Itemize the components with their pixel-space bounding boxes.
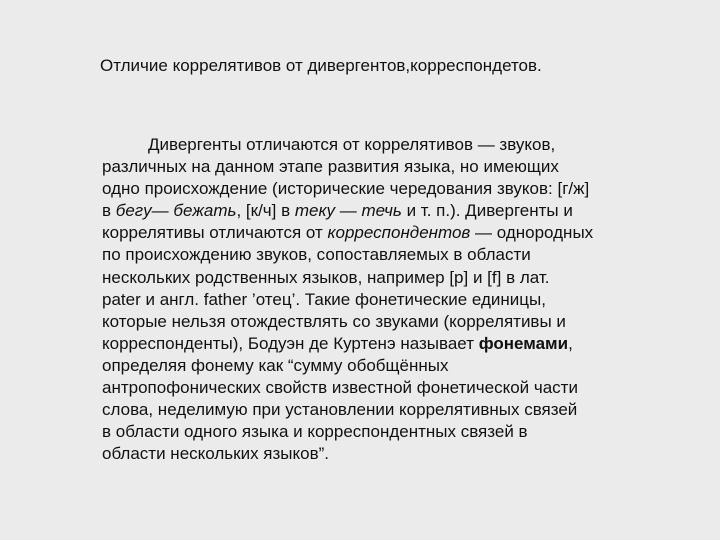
paragraph-line <box>102 289 680 311</box>
text-segment: , <box>568 333 573 353</box>
text-segment: в области одного языка и корреспондентных связей в <box>102 422 528 442</box>
text-segment: коррелятивы отличаются от <box>102 223 328 243</box>
slide-title: Отличие коррелятивов от дивергентов,корреспондетов. <box>100 56 542 75</box>
text-segment: в <box>102 201 116 221</box>
paragraph-line <box>102 399 680 421</box>
text-segment: pater и англ. father ’отец’. Такие фонетические единицы, <box>102 289 546 309</box>
paragraph-line <box>102 244 680 266</box>
italic-text: корреспондентов <box>327 223 471 243</box>
text-segment: области нескольких языков”. <box>102 444 330 464</box>
paragraph-line <box>102 333 680 355</box>
text-segment: Дивергенты отличаются от коррелятивов — звуков, <box>148 135 556 154</box>
text-segment: которые нельзя отождествлять со звуками (коррелятивы и <box>102 311 566 331</box>
text-segment: — однородных <box>470 223 594 243</box>
italic-text: теку — течь <box>294 201 402 221</box>
paragraph-line <box>102 377 680 399</box>
text-segment: по происхождению звуков, сопоставляемых в области <box>102 245 531 265</box>
paragraph-line <box>102 178 680 200</box>
text-segment: корреспонденты), Бодуэн де Куртенэ называет <box>102 333 479 353</box>
text-segment: нескольких родственных языков, например [р] и [f] в лат. <box>102 267 550 287</box>
paragraph-line <box>102 355 680 377</box>
paragraph-line <box>102 134 680 156</box>
paragraph-line <box>102 156 680 178</box>
text-segment: антропофонических свойств известной фонетической части <box>102 378 578 398</box>
text-segment: , [к/ч] в <box>236 201 295 221</box>
paragraph-line <box>102 267 680 289</box>
paragraph-line <box>102 443 680 465</box>
paragraph-line <box>102 200 680 222</box>
slide-body-paragraph <box>102 134 680 465</box>
text-segment: одно происхождение (исторические чередования звуков: [г/ж] <box>102 179 590 199</box>
text-segment: различных на данном этапе развития языка, но имеющих <box>102 157 559 177</box>
text-segment: определяя фонему как “сумму обобщённых <box>102 355 449 375</box>
paragraph-line <box>102 311 680 333</box>
bold-text: фонемами <box>478 333 569 353</box>
text-segment: и т. п.). Дивергенты и <box>401 201 573 221</box>
italic-text: бегу— бежать <box>115 201 237 221</box>
paragraph-line <box>102 222 680 244</box>
text-segment: слова, неделимую при установлении коррелятивных связей <box>102 400 578 420</box>
paragraph-line <box>102 421 680 443</box>
